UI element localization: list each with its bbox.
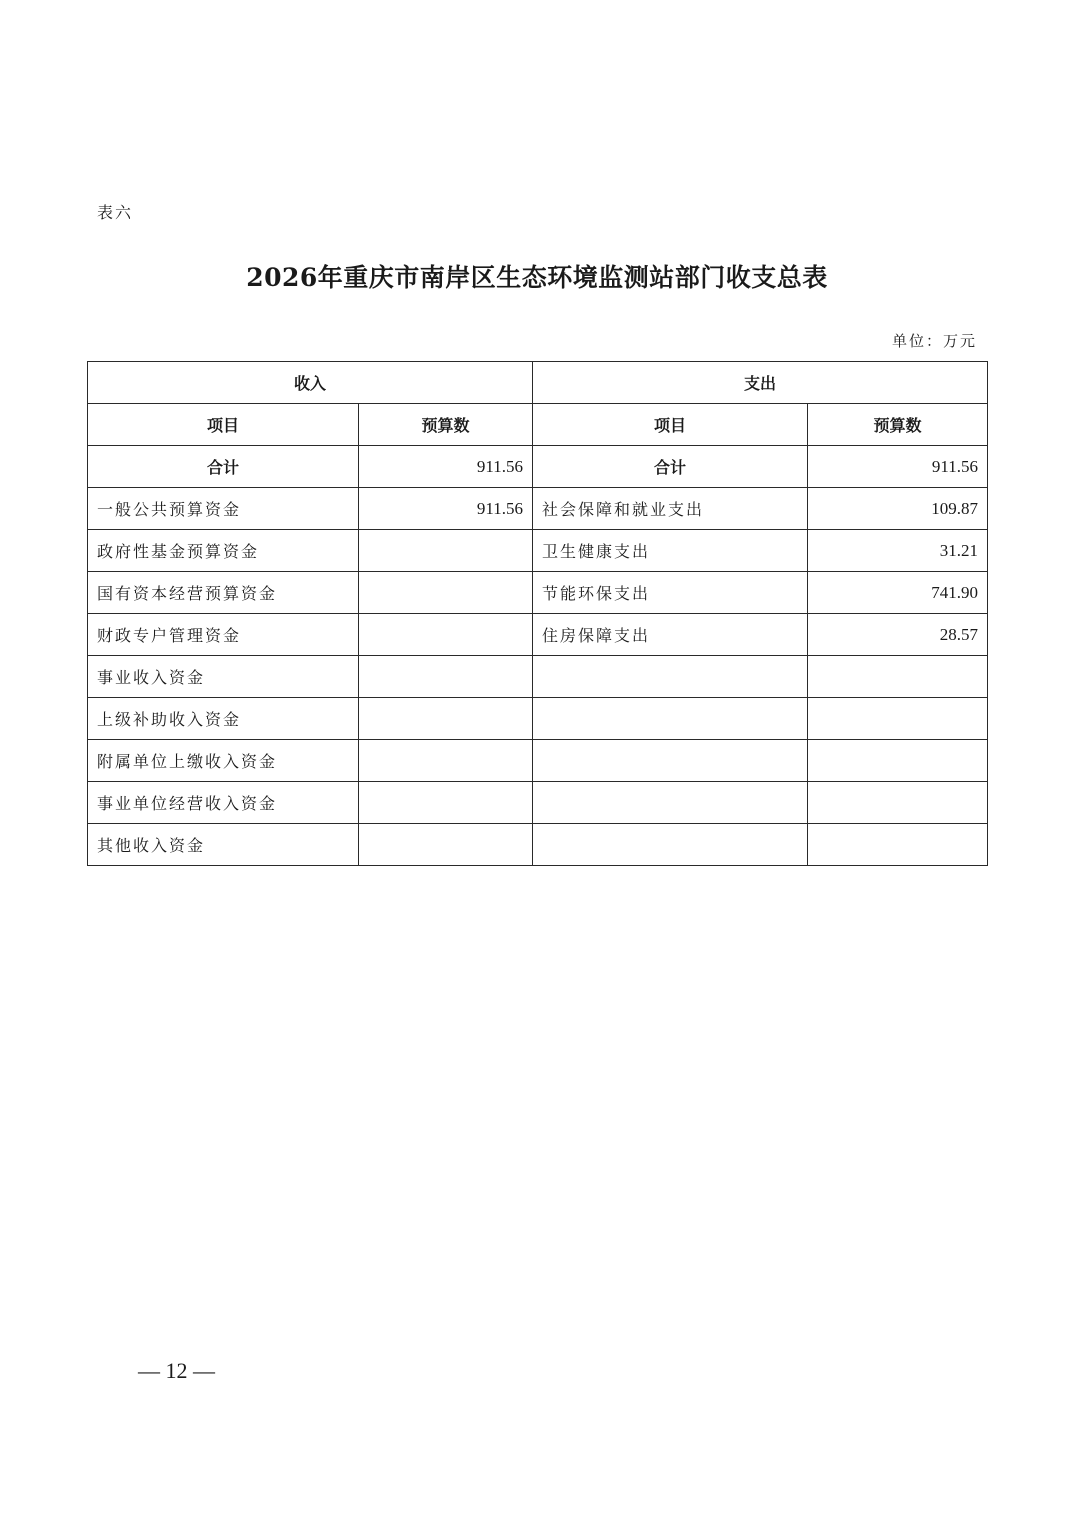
table-row bbox=[88, 740, 988, 782]
table-row bbox=[88, 824, 988, 866]
expense-item: 住房保障支出 bbox=[533, 614, 808, 656]
income-value bbox=[359, 572, 533, 614]
total-expense-label: 合计 bbox=[533, 446, 808, 488]
expense-item bbox=[533, 656, 808, 698]
income-value bbox=[359, 656, 533, 698]
table-row bbox=[88, 488, 988, 530]
expense-item bbox=[533, 698, 808, 740]
income-item: 国有资本经营预算资金 bbox=[88, 572, 359, 614]
expense-value bbox=[808, 824, 988, 866]
expense-item bbox=[533, 740, 808, 782]
expense-item: 社会保障和就业支出 bbox=[533, 488, 808, 530]
expense-value bbox=[808, 740, 988, 782]
total-row bbox=[88, 446, 988, 488]
income-value bbox=[359, 740, 533, 782]
expense-value bbox=[808, 782, 988, 824]
total-expense-value: 911.56 bbox=[808, 446, 988, 488]
income-value bbox=[359, 824, 533, 866]
table-row bbox=[88, 698, 988, 740]
page-number: — 12 — bbox=[138, 1358, 215, 1383]
header-row-columns bbox=[88, 404, 988, 446]
expense-item: 卫生健康支出 bbox=[533, 530, 808, 572]
income-value bbox=[359, 698, 533, 740]
income-item: 事业收入资金 bbox=[88, 656, 359, 698]
income-value: 911.56 bbox=[359, 488, 533, 530]
total-income-label: 合计 bbox=[88, 446, 359, 488]
table-row bbox=[88, 656, 988, 698]
income-value bbox=[359, 614, 533, 656]
income-item: 其他收入资金 bbox=[88, 824, 359, 866]
expense-item bbox=[533, 782, 808, 824]
total-income-value: 911.56 bbox=[359, 446, 533, 488]
expense-value: 28.57 bbox=[808, 614, 988, 656]
expense-value: 31.21 bbox=[808, 530, 988, 572]
income-item: 一般公共预算资金 bbox=[88, 488, 359, 530]
income-item: 政府性基金预算资金 bbox=[88, 530, 359, 572]
income-item: 附属单位上缴收入资金 bbox=[88, 740, 359, 782]
expense-value bbox=[808, 698, 988, 740]
table-label: 表六 bbox=[97, 203, 134, 222]
table-row bbox=[88, 572, 988, 614]
table-row bbox=[88, 614, 988, 656]
document-title: 2026年重庆市南岸区生态环境监测站部门收支总表 bbox=[246, 263, 828, 292]
income-value bbox=[359, 782, 533, 824]
income-item: 上级补助收入资金 bbox=[88, 698, 359, 740]
header-expense-item: 项目 bbox=[533, 404, 808, 446]
header-row-sections bbox=[88, 362, 988, 404]
income-item: 事业单位经营收入资金 bbox=[88, 782, 359, 824]
header-income-item: 项目 bbox=[88, 404, 359, 446]
header-expense: 支出 bbox=[533, 362, 988, 404]
expense-value: 741.90 bbox=[808, 572, 988, 614]
header-income: 收入 bbox=[88, 362, 533, 404]
unit-label: 单位：万元 bbox=[891, 332, 977, 350]
table-row bbox=[88, 782, 988, 824]
table-row bbox=[88, 530, 988, 572]
expense-item bbox=[533, 824, 808, 866]
expense-item: 节能环保支出 bbox=[533, 572, 808, 614]
income-value bbox=[359, 530, 533, 572]
expense-value bbox=[808, 656, 988, 698]
header-expense-budget: 预算数 bbox=[808, 404, 988, 446]
expense-value: 109.87 bbox=[808, 488, 988, 530]
header-income-budget: 预算数 bbox=[359, 404, 533, 446]
budget-table bbox=[87, 361, 988, 866]
income-item: 财政专户管理资金 bbox=[88, 614, 359, 656]
